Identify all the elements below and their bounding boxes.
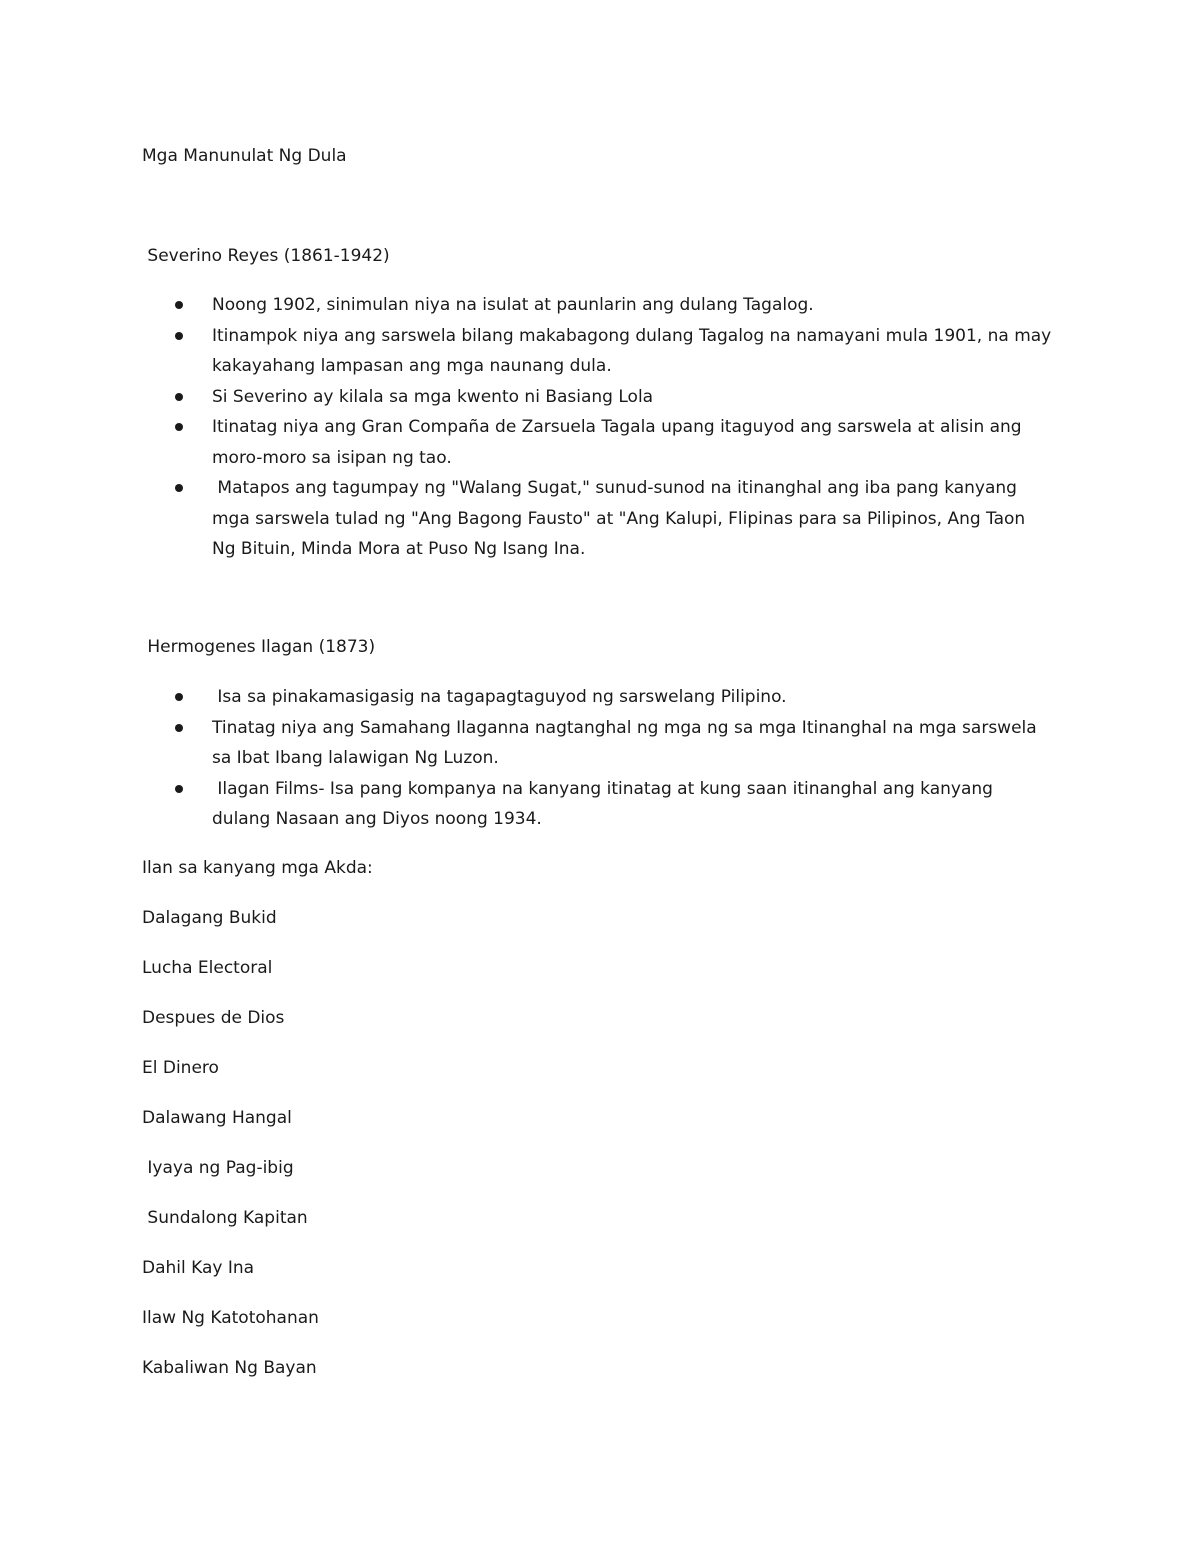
works-list xyxy=(142,907,319,1407)
bullet-icon xyxy=(175,693,183,701)
document-title: Mga Manunulat Ng Dula xyxy=(142,146,347,166)
list-item: Dalagang Bukid xyxy=(142,908,277,928)
list-item: Ilaw Ng Katotohanan xyxy=(142,1308,319,1328)
bullet-icon xyxy=(175,785,183,793)
list-item: Tinatag niya ang Samahang Ilaganna nagtanghal ng mga ng sa mga Itinanghal na mga sarswela sa Ibat Ibang lalawigan Ng Luzon. xyxy=(142,713,1052,774)
bullet-list-severino-reyes xyxy=(142,290,1057,565)
section-heading-hermogenes-ilagan: Hermogenes Ilagan (1873) xyxy=(142,637,376,657)
list-item: Itinatag niya ang Gran Compaña de Zarsuela Tagala upang itaguyod ang sarswela at alisin ang moro-moro sa isipan ng tao. xyxy=(142,412,1052,473)
bullet-icon xyxy=(175,393,183,401)
bullet-icon xyxy=(175,724,183,732)
list-item: Despues de Dios xyxy=(142,1008,285,1028)
list-item: Dalawang Hangal xyxy=(142,1108,292,1128)
list-item: Ilagan Films- Isa pang kompanya na kanyang itinatag at kung saan itinanghal ang kanyang dulang Nasaan ang Diyos noong 1934. xyxy=(142,774,1052,835)
bullet-list-hermogenes-ilagan xyxy=(142,682,1052,835)
list-item: Matapos ang tagumpay ng "Walang Sugat," sunud-sunod na itinanghal ang iba pang kanyang mga sarswela tulad ng "Ang Bagong Fausto" at "Ang Kalupi, Flipinas para sa Pilipinos, Ang Taon Ng Bituin, Minda Mora at Puso Ng Isang Ina. xyxy=(142,473,1052,565)
works-heading: Ilan sa kanyang mga Akda: xyxy=(142,858,373,878)
section-heading-severino-reyes: Severino Reyes (1861-1942) xyxy=(142,246,390,266)
list-item: Iyaya ng Pag-ibig xyxy=(142,1158,294,1178)
list-item: Sundalong Kapitan xyxy=(142,1208,308,1228)
list-item: Noong 1902, sinimulan niya na isulat at paunlarin ang dulang Tagalog. xyxy=(142,290,1052,321)
list-item: Isa sa pinakamasigasig na tagapagtaguyod ng sarswelang Pilipino. xyxy=(142,682,1052,713)
list-item: Itinampok niya ang sarswela bilang makabagong dulang Tagalog na namayani mula 1901, na may kakayahang lampasan ang mga naunang dula. xyxy=(142,321,1052,382)
bullet-icon xyxy=(175,484,183,492)
list-item: Lucha Electoral xyxy=(142,958,273,978)
bullet-icon xyxy=(175,332,183,340)
list-item: Kabaliwan Ng Bayan xyxy=(142,1358,317,1378)
list-item: El Dinero xyxy=(142,1058,219,1078)
list-item: Si Severino ay kilala sa mga kwento ni Basiang Lola xyxy=(142,382,1052,413)
bullet-icon xyxy=(175,301,183,309)
bullet-icon xyxy=(175,423,183,431)
list-item: Dahil Kay Ina xyxy=(142,1258,255,1278)
